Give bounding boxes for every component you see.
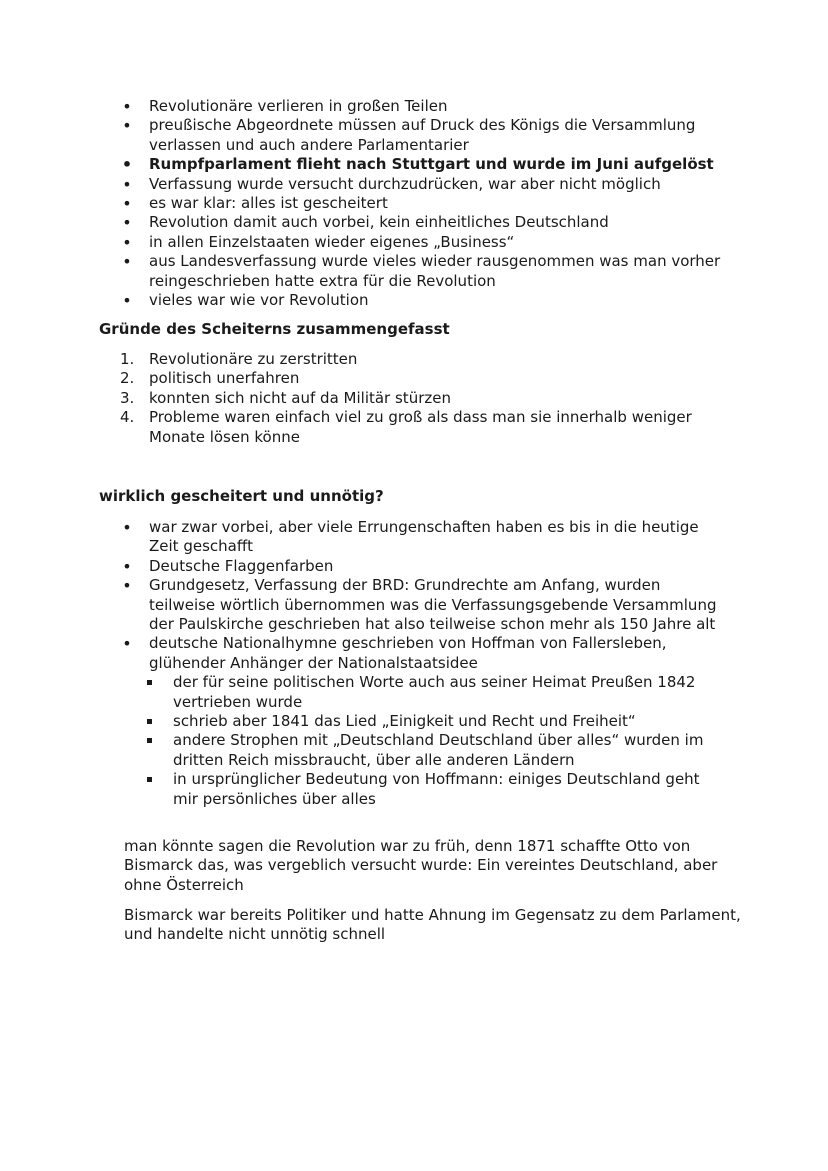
bullet-icon xyxy=(120,634,134,654)
square-bullet-icon xyxy=(147,738,152,743)
list-item: • es war klar: alles ist gescheitert xyxy=(0,194,828,213)
list-item: • in allen Einzelstaaten wieder eigenes „Business“ xyxy=(0,233,828,252)
section-heading-failed: wirklich gescheitert und unnötig? xyxy=(99,487,384,505)
list-item: • Verfassung wurde versucht durchzudrücken, war aber nicht möglich xyxy=(0,175,828,194)
bullet-icon xyxy=(120,116,134,136)
list-item: • vieles war wie vor Revolution xyxy=(0,291,828,310)
list-item: 1. Revolutionäre zu zerstritten xyxy=(120,350,358,368)
list-item: • war zwar vorbei, aber viele Errungenschaften haben es bis in die heutige Zeit geschafft xyxy=(0,518,828,557)
list-item: • Rumpfparlament flieht nach Stuttgart und wurde im Juni aufgelöst xyxy=(0,155,828,174)
legacy-list-block xyxy=(0,518,828,809)
bullet-icon xyxy=(120,518,134,538)
top-bullet-list-block xyxy=(0,97,828,310)
square-bullet-icon xyxy=(147,680,152,685)
bullet-icon xyxy=(120,252,134,272)
list-item: • Deutsche Flaggenfarben xyxy=(0,557,828,576)
reasons-list-block xyxy=(0,350,828,447)
list-item: 4. Probleme waren einfach viel zu groß als dass man sie innerhalb weniger Monate lösen könne xyxy=(120,408,692,446)
list-number: 1. xyxy=(120,350,135,368)
bullet-icon xyxy=(120,97,134,117)
bullet-icon xyxy=(120,233,134,253)
list-item: • aus Landesverfassung wurde vieles wieder rausgenommen was man vorher reingeschrieben hatte extra für die Revolution xyxy=(0,252,828,291)
bullet-icon xyxy=(120,576,134,596)
list-item: • Grundgesetz, Verfassung der BRD: Grundrechte am Anfang, wurden teilweise wörtlich übernommen was die Verfassungsgebende Versammlung der Paulskirche geschrieben hat also teilweise schon mehr als 150 Jahre alt xyxy=(0,576,828,634)
bullet-icon xyxy=(120,291,134,311)
list-item: • deutsche Nationalhymne geschrieben von Hoffman von Fallersleben, glühender Anhänger der Nationalstaatsidee xyxy=(0,634,828,673)
list-number: 3. xyxy=(120,388,135,407)
paragraph-bismarck-politician: Bismarck war bereits Politiker und hatte Ahnung im Gegensatz zu dem Parlament, und handelte nicht unnötig schnell xyxy=(124,906,741,944)
sub-list-item: andere Strophen mit „Deutschland Deutschland über alles“ wurden im dritten Reich missbraucht, über alle anderen Ländern xyxy=(0,731,828,770)
section-heading-reasons: Gründe des Scheiterns zusammengefasst xyxy=(99,320,450,338)
bullet-icon xyxy=(120,175,134,195)
sub-list-item: schrieb aber 1841 das Lied „Einigkeit und Recht und Freiheit“ xyxy=(0,712,828,731)
list-item: 2. politisch unerfahren xyxy=(120,369,300,388)
reasons-list xyxy=(0,350,828,447)
anthem-sub-list xyxy=(0,673,828,809)
sub-list-item: der für seine politischen Worte auch aus seiner Heimat Preußen 1842 vertrieben wurde xyxy=(0,673,828,712)
paragraph-bismarck-unification: man könnte sagen die Revolution war zu früh, denn 1871 schaffte Otto von Bismarck das, was vergeblich versucht wurde: Ein vereintes Deutschland, aber ohne Österreich xyxy=(124,837,718,894)
bullet-icon xyxy=(120,213,134,233)
square-bullet-icon xyxy=(147,777,152,782)
list-number: 2. xyxy=(120,369,135,388)
list-item: • Revolution damit auch vorbei, kein einheitliches Deutschland xyxy=(0,213,828,232)
bullet-icon xyxy=(120,194,134,214)
list-item: • preußische Abgeordnete müssen auf Druck des Königs die Versammlung verlassen und auch andere Parlamentarier xyxy=(0,116,828,155)
top-bullet-list xyxy=(0,97,828,310)
square-bullet-icon xyxy=(147,719,152,724)
legacy-bullet-list xyxy=(0,518,828,673)
bullet-icon xyxy=(120,155,134,175)
list-number: 4. xyxy=(120,408,135,427)
sub-list-item: in ursprünglicher Bedeutung von Hoffmann: einiges Deutschland geht mir persönliches über alles xyxy=(0,770,828,809)
list-item: • Revolutionäre verlieren in großen Teilen xyxy=(0,97,828,116)
list-item: 3. konnten sich nicht auf da Militär stürzen xyxy=(120,388,451,407)
bullet-icon xyxy=(120,557,134,577)
